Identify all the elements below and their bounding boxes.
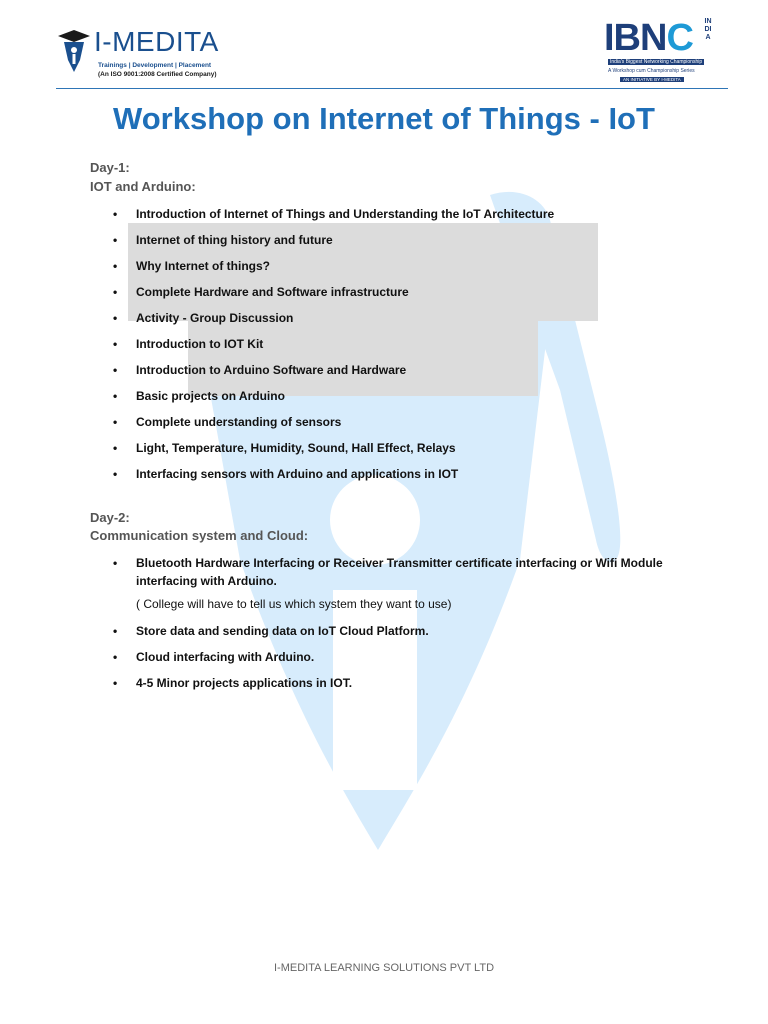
- list-item: • Introduction of Internet of Things and Understanding the IoT Architecture: [113, 207, 555, 221]
- list-item: • Light, Temperature, Humidity, Sound, Hall Effect, Relays: [113, 441, 456, 455]
- day2-subtitle: Communication system and Cloud:: [90, 528, 309, 543]
- list-item: • Complete Hardware and Software infrastructure: [113, 285, 409, 299]
- list-item: • Introduction to IOT Kit: [113, 337, 264, 351]
- imedita-logo: [56, 22, 236, 80]
- list-item: • Introduction to Arduino Software and Hardware: [113, 363, 407, 377]
- bullet: •: [113, 337, 118, 351]
- bullet: •: [113, 556, 118, 570]
- bullet: •: [113, 311, 118, 325]
- ibnc-india: INDIA: [704, 18, 712, 41]
- imedita-tagline: Trainings | Development | Placement: [98, 62, 212, 69]
- list-item: • Basic projects on Arduino: [113, 389, 285, 403]
- list-item: • Cloud interfacing with Arduino.: [113, 650, 315, 664]
- day1-list: [90, 206, 690, 492]
- list-item: • 4-5 Minor projects applications in IOT.: [113, 676, 353, 690]
- list-item: • Store data and sending data on IoT Cloud Platform.: [113, 624, 429, 638]
- day2-label: Day-2:: [90, 510, 130, 525]
- bullet: •: [113, 363, 118, 377]
- ibnc-line2: A Workshop cum Championship Series: [608, 68, 695, 74]
- bullet: •: [113, 441, 118, 455]
- bullet: •: [113, 389, 118, 403]
- list-item: • Complete understanding of sensors: [113, 415, 342, 429]
- ibnc-line1: India's Biggest Networking Championship: [610, 59, 703, 65]
- page-title: Workshop on Internet of Things - IoT: [113, 101, 655, 136]
- list-item: • Interfacing sensors with Arduino and applications in IOT: [113, 467, 459, 481]
- bullet: •: [113, 467, 118, 481]
- bullet: •: [113, 650, 118, 664]
- bullet: •: [113, 624, 118, 638]
- list-item: • Why Internet of things?: [113, 259, 270, 273]
- bullet: •: [113, 415, 118, 429]
- list-item: • Bluetooth Hardware Interfacing or Receiver Transmitter certificate interfacing or Wifi Module interfacing with Arduino.: [113, 556, 663, 588]
- list-item: • Activity - Group Discussion: [113, 311, 294, 325]
- list-item: • Internet of thing history and future: [113, 233, 333, 247]
- bullet: •: [113, 285, 118, 299]
- ibnc-wordmark: IBNC: [604, 17, 693, 59]
- bullet: •: [113, 259, 118, 273]
- bullet: •: [113, 207, 118, 221]
- bullet: •: [113, 676, 118, 690]
- imedita-pen-icon: [56, 26, 92, 74]
- imedita-brand: I-MEDITA: [94, 26, 219, 57]
- imedita-iso: (An ISO 9001:2008 Certified Company): [98, 71, 217, 78]
- day2-note: ( College will have to tell us which system they want to use): [136, 597, 452, 611]
- header-divider: [56, 88, 728, 89]
- day1-subtitle: IOT and Arduino:: [90, 179, 196, 194]
- day1-label: Day-1:: [90, 160, 130, 175]
- bullet: •: [113, 233, 118, 247]
- footer-company: I-MEDITA LEARNING SOLUTIONS PVT LTD: [273, 962, 495, 974]
- ibnc-logo: [604, 18, 714, 84]
- ibnc-line3: AN INITIATIVE BY I-MEDITA: [620, 77, 684, 82]
